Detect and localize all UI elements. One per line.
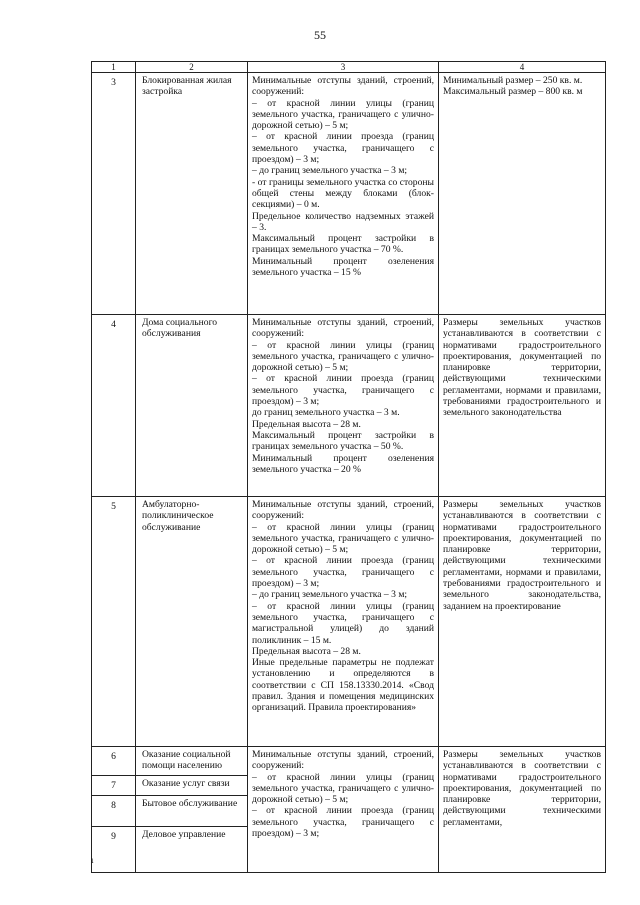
plot-size-cell: [439, 315, 606, 497]
parameter-line: – от красной линии улицы (границ земельного участка, граничащего с магистральной улицей) до зданий поликлиник – 15 м.: [252, 600, 434, 646]
parameter-line: Иные предельные параметры не подлежат установлению и определяются в соответствии с СП 158.13330.2014. «Свод правил. Здания и помещения медицинских организаций. Правила проектирования»: [252, 657, 434, 714]
table-row: [92, 497, 606, 747]
land-use-type: Оказание услуг связи: [136, 776, 248, 796]
plot-size-cell: [439, 747, 606, 873]
parameter-line: Минимальные отступы зданий, строений, сооружений:: [252, 749, 434, 772]
parameter-line: Максимальный процент застройки в границах земельного участка – 70 %.: [252, 233, 434, 256]
parameter-line: – до границ земельного участка – 3 м;: [252, 165, 408, 177]
row-number: 5: [92, 497, 136, 747]
parameter-line: Предельная высота – 28 м.: [252, 645, 361, 657]
parameter-line: Минимальный процент озеленения земельного участка – 15 %: [252, 255, 434, 279]
parameter-line: – от красной линии проезда (границ земельного участка, граничащего с проездом) – 3 м;: [252, 805, 434, 840]
row-number: 8: [92, 796, 136, 827]
table-row: [92, 747, 606, 776]
land-use-type: Деловое управление: [136, 827, 248, 873]
row-number: 6: [92, 747, 136, 776]
parameter-line: - от границы земельного участка со стороны общей стены между блоками (блок-секциями) – 0 м.: [252, 176, 434, 211]
column-number: 4: [439, 62, 606, 73]
parameter-line: – от красной линии улицы (границ земельного участка, граничащего с улично-дорожной сетью) – 5 м;: [252, 521, 434, 556]
parameters-cell: [248, 315, 439, 497]
land-use-type: Блокированная жилая застройка: [136, 73, 248, 315]
parameter-line: Минимальные отступы зданий, строений, сооружений:: [252, 317, 434, 340]
parameter-line: до границ земельного участка – 3 м.: [252, 407, 400, 419]
parameter-line: Минимальный процент озеленения земельного участка – 20 %: [252, 452, 434, 475]
plot-size-line: Минимальный размер – 250 кв. м.: [443, 75, 583, 86]
parameter-line: Предельное количество надземных этажей – 3.: [252, 210, 434, 233]
parameter-line: – от красной линии улицы (границ земельного участка, граничащего с улично-дорожной сетью) – 5 м;: [252, 97, 434, 132]
column-number: 1: [92, 62, 136, 73]
land-use-type: Оказание социальной помощи населению: [136, 747, 248, 776]
parameter-line: – от красной линии проезда (границ земельного участка, граничащего с проездом) – 3 м;: [252, 373, 434, 408]
column-number: 2: [136, 62, 248, 73]
page-number: 55: [314, 28, 326, 42]
parameter-line: Максимальный процент застройки в границах земельного участка – 50 %.: [252, 429, 434, 453]
parameters-cell: [248, 73, 439, 315]
row-number: 7: [92, 776, 136, 796]
row-number: 4: [92, 315, 136, 497]
regulations-table: [91, 61, 606, 873]
parameter-line: Минимальные отступы зданий, строений, сооружений:: [252, 499, 434, 522]
plot-size-line: Размеры земельных участков устанавливаются в соответствии с нормативами градостроительного проектирования, документацией по планировке территории, действующими техническими регламентами, нормами и правилами, требованиями градостроительного и земельного законодательства: [443, 317, 601, 419]
plot-size-line: Максимальный размер – 800 кв. м: [443, 86, 583, 98]
plot-size-cell: [439, 73, 606, 315]
land-use-type: Амбулаторно-поликлиническое обслуживание: [136, 497, 248, 747]
row-number: 9: [92, 827, 136, 873]
parameter-line: – от красной линии проезда (границ земельного участка, граничащего с проездом) – 3 м;: [252, 131, 434, 166]
row-number: 3: [92, 73, 136, 315]
land-use-type: Дома социального обслуживания: [136, 315, 248, 497]
parameter-line: Минимальные отступы зданий, строений, сооружений:: [252, 75, 434, 98]
parameter-line: – от красной линии улицы (границ земельного участка, граничащего с улично-дорожной сетью) – 5 м;: [252, 339, 434, 374]
parameters-cell: [248, 497, 439, 747]
parameter-line: – до границ земельного участка – 3 м;: [252, 589, 408, 601]
parameter-line: – от красной линии улицы (границ земельного участка, граничащего с улично-дорожной сетью) – 5 м;: [252, 771, 434, 806]
parameter-line: – от красной линии проезда (границ земельного участка, граничащего с проездом) – 3 м;: [252, 555, 434, 590]
land-use-type: Бытовое обслуживание: [136, 796, 248, 827]
plot-size-line: Размеры земельных участков устанавливаются в соответствии с нормативами градостроительного проектирования, документацией по планировке территории, действующими техническими регламентами,: [443, 749, 601, 828]
column-number: 3: [248, 62, 439, 73]
parameters-cell: [248, 747, 439, 873]
margin-mark: ι: [91, 855, 94, 865]
plot-size-line: Размеры земельных участков устанавливаются в соответствии с нормативами градостроительного проектирования, документацией по планировке территории, действующими техническими регламентами, нормами и правилами, требованиями градостроительного и земельного законодательства, заданием на проектирование: [443, 499, 601, 612]
plot-size-cell: [439, 497, 606, 747]
parameter-line: Предельная высота – 28 м.: [252, 418, 361, 430]
table-row: [92, 315, 606, 497]
table-row: [92, 73, 606, 315]
column-number-row: [92, 62, 606, 73]
